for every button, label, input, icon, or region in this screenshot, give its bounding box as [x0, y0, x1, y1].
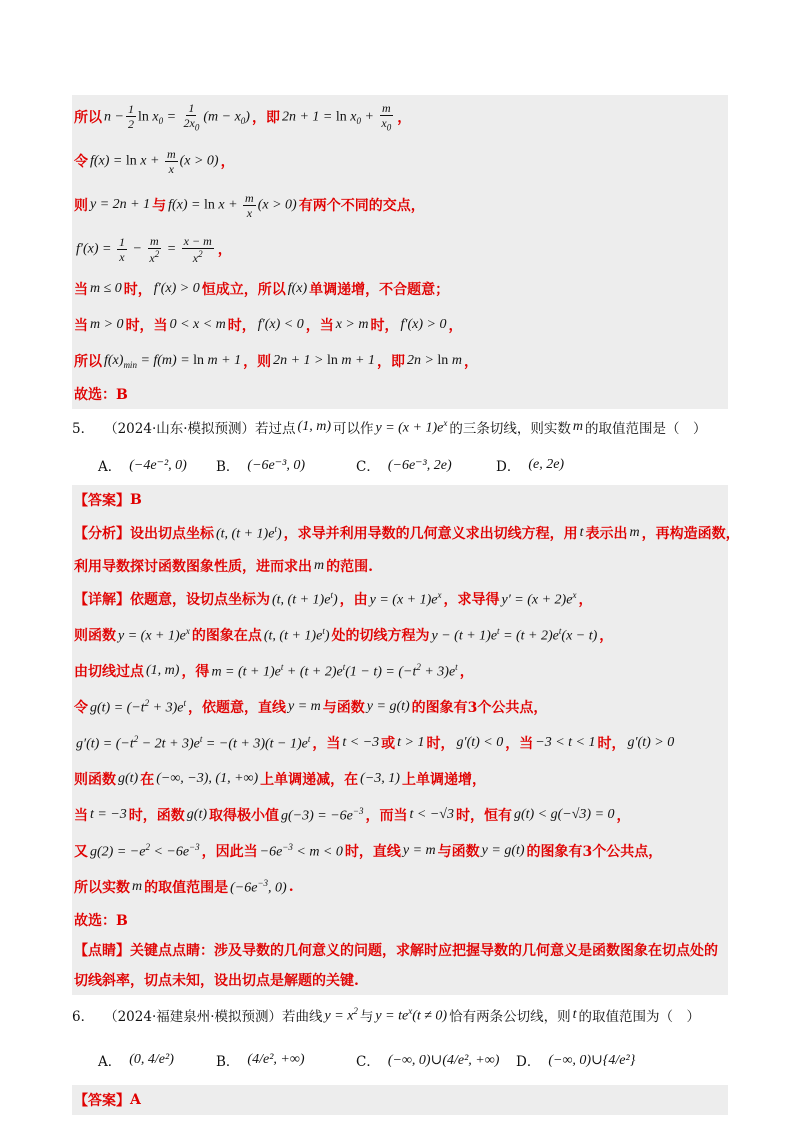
key-point-line-2: 切线斜率，切点未知，设出切点是解题的关键.	[74, 973, 359, 989]
solution-line-7: 所以 $f(x)_{min} = f(m) = \ln m + 1$ ，则 2n + 1 > ln m + 1 ，即 2n > ln m ，	[74, 352, 478, 370]
question-5-options	[72, 445, 728, 485]
option-d[interactable]: D． (−∞, 0)∪{4/e²}	[516, 1052, 636, 1070]
detail-line-9: 所以实数 m 的取值范围是 ($-6e^{-3}$, 0) .	[74, 877, 294, 896]
option-a[interactable]: A． (−4e⁻², 0)	[98, 457, 187, 475]
solution-line-3: 则 y = 2n + 1 与 f(x) = ln x + $\frac{m}{x}$ (x > 0) 有两个不同的交点，	[74, 190, 425, 220]
solution-line-1: 所以 n − $\frac{1}{2}$ $\ln x_0$ = $\frac{1}{2x_0}$ $(m - x_0)$ ，即 $2n + 1 = \ln x_0$ + $\frac{m}{x_0}$ ，	[74, 100, 412, 133]
detail-line-3: 由切线过点 (1, m) ，得 $m = (t + 1)e^t + (t + 2)e^t(1 - t) = (-t^2 + 3)e^t$ ，	[74, 661, 474, 680]
analysis-line-2: 利用导数探讨函数图象性质，进而求出 m 的范围.	[74, 558, 373, 575]
formula: f′(x) = $\frac{1}{x}$ − $\frac{m}{x^2}$ = $\frac{x - m}{x^2}$	[76, 233, 212, 265]
document-page	[72, 95, 740, 1115]
solution-line-2: 令 f(x) = ln x + $\frac{m}{x}$ (x > 0) ，	[74, 146, 235, 176]
formula: n − $\frac{1}{2}$ $\ln x_0$ = $\frac{1}{2x_0}$ $(m - x_0)$	[104, 100, 250, 133]
solution-line-4: f′(x) = $\frac{1}{x}$ − $\frac{m}{x^2}$ = $\frac{x - m}{x^2}$ ，	[76, 233, 232, 265]
option-b[interactable]: B． (4/e², +∞)	[216, 1052, 305, 1070]
question-6: 6． （2024·福建泉州·模拟预测） 若曲线 $y = x^2$ 与 $y = te^x(t \ne 0)$ 恰有两条公切线，则 t 的取值范围为（ ）	[72, 1005, 700, 1025]
option-d[interactable]: D． (e, 2e)	[496, 457, 565, 475]
answer-6: 【答案】 A	[74, 1092, 141, 1109]
option-b[interactable]: B． (−6e⁻³, 0)	[216, 457, 305, 475]
option-c[interactable]: C． (−∞, 0)∪(4/e², +∞)	[356, 1052, 500, 1070]
option-c[interactable]: C． (−6e⁻³, 2e)	[356, 457, 452, 475]
key-point-line-1: 【点睛】 关键点点睛：涉及导数的几何意义的问题，求解时应把握导数的几何意义是函数图象在切点处的	[74, 943, 718, 959]
question-6-options	[72, 1035, 728, 1085]
analysis-line-1: 【分析】 设出切点坐标 (t, $(t + 1)e^t$) ，求导并利用导数的几何意义求出切线方程，用 t 表示出 m ，再构造函数，	[74, 523, 740, 542]
detail-line-6: 则函数 g(t) 在 (−∞, −3), (1, +∞) 上单调递减，在 (−3, 1) 上单调递增，	[74, 771, 486, 788]
formula: y = 2n + 1	[90, 197, 151, 212]
answer-5: 【答案】 B	[74, 492, 142, 509]
option-a[interactable]: A． (0, 4/e²)	[98, 1052, 174, 1070]
formula: $2n + 1 = \ln x_0$ + $\frac{m}{x_0}$	[281, 100, 392, 133]
detail-line-2: 则函数 $y = (x + 1)e^x$ 的图象在点 (t, $(t + 1)e^t$) 处的切线方程为 $y - (t + 1)e^t = (t + 2)e^t(x - t)$ ，	[74, 625, 614, 644]
answer-6-block	[72, 1085, 728, 1115]
detail-line-4: 令 $g(t) = (-t^2 + 3)e^t$ ，依题意，直线 y = m 与函数 y = g(t) 的图象有3个公共点，	[74, 697, 548, 716]
detail-line-7: 当 t = −3 时，函数 g(t) 取得极小值 $g(-3) = -6e^{-3}$ ，而当 t < −√3 时，恒有 g(t) < g(−√3) = 0 ，	[74, 805, 631, 824]
question-5: 5． （2024·山东·模拟预测） 若过点 (1, m) 可以作 $y = (x + 1)e^x$ 的三条切线，则实数 m 的取值范围是（ ）	[72, 417, 707, 437]
solution-line-6: 当 m > 0 时，当 0 < x < m 时， f′(x) < 0 ，当 x > m 时， f′(x) > 0 ，	[74, 317, 463, 334]
detail-line-8: 又 $g(2) = -e^2 < -6e^{-3}$ ，因此当 $-6e^{-3} < m < 0$ 时，直线 y = m 与函数 y = g(t) 的图象有3个公共点，	[74, 841, 663, 860]
formula: f(x) = ln x + $\frac{m}{x}$ (x > 0)	[168, 190, 297, 220]
formula: f(x) = ln x + $\frac{m}{x}$ (x > 0)	[90, 146, 219, 176]
detail-line-1: 【详解】 依题意，设切点坐标为 (t, $(t + 1)e^t$) ，由 $y = (x + 1)e^x$ ，求导得 $y' = (x + 2)e^x$ ，	[74, 589, 593, 608]
detail-line-5: $g'(t) = (-t^2 - 2t + 3)e^t = -(t + 3)(t - 1)e^t$ ，当 t < −3 或 t > 1 时， g′(t) < 0 ，当 −3 < t < 1 时， g′(t) > 0	[76, 733, 675, 752]
solution-line-5: 当 m ≤ 0 时， f′(x) > 0 恒成立，所以 f(x) 单调递增，不合题意；	[74, 281, 450, 298]
choice-conclusion-5: 故选：B	[74, 913, 128, 929]
answer-5-block	[72, 485, 740, 995]
previous-solution	[72, 95, 728, 409]
choice-conclusion: 故选：B	[74, 387, 128, 403]
